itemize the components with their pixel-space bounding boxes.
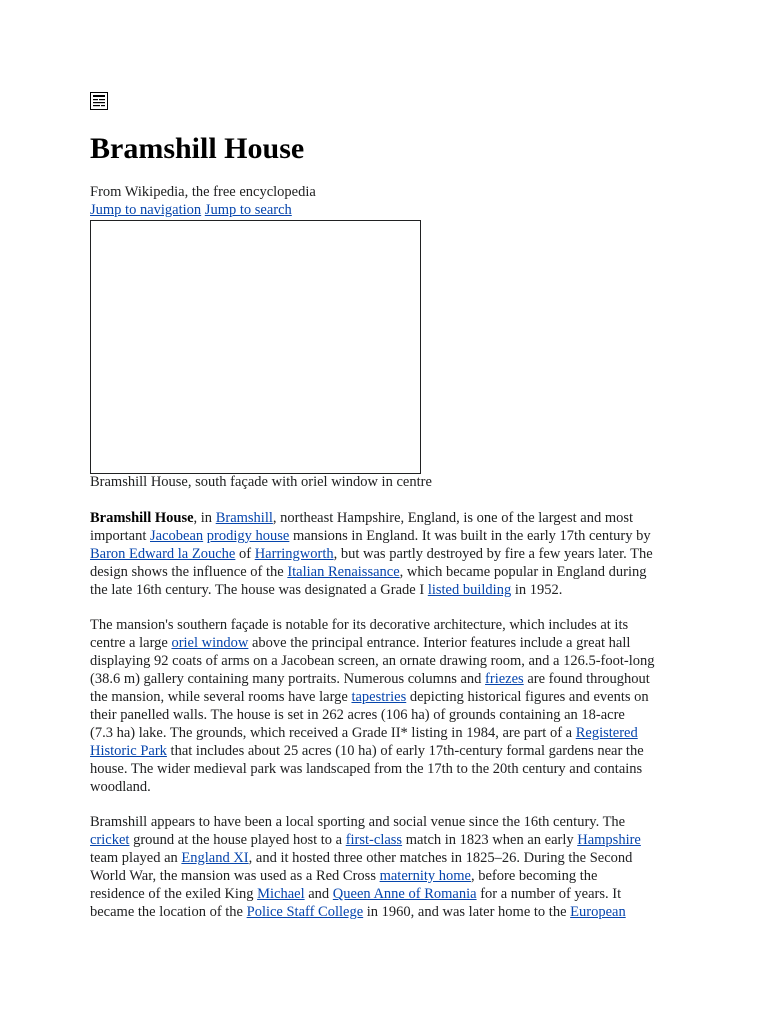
link-baron-edward-la-zouche[interactable]: Baron Edward la Zouche	[90, 546, 236, 562]
text: the mansion, while several rooms have large	[90, 689, 352, 705]
text: (38.6 m) gallery containing many portraits. Numerous columns and	[90, 671, 486, 687]
document-icon	[90, 92, 108, 110]
link-listed-building[interactable]: listed building	[427, 582, 512, 598]
text: , and it hosted three other matches in 1825–26. During the Second	[248, 850, 633, 866]
link-police-staff-college[interactable]: Police Staff College	[246, 904, 364, 920]
link-registered-historic-park[interactable]: Registered	[575, 725, 638, 741]
link-maternity-home[interactable]: maternity home	[379, 868, 471, 884]
text: that includes about 25 acres (10 ha) of early 17th-century formal gardens near the	[166, 743, 644, 759]
link-first-class[interactable]: first-class	[345, 832, 403, 848]
text: for a number of years. It	[476, 886, 622, 902]
link-european[interactable]: European	[570, 904, 626, 920]
text: displaying 92 coats of arms on a Jacobean screen, an ornate drawing room, and a 126.5-foot-long	[90, 653, 655, 669]
paragraph-intro	[90, 509, 690, 599]
link-friezes[interactable]: friezes	[485, 671, 524, 687]
text: mansions in England. It was built in the early 17th century by	[289, 528, 651, 544]
link-oriel-window[interactable]: oriel window	[171, 635, 249, 651]
text: , in	[193, 510, 216, 526]
infobox-image-placeholder[interactable]	[90, 220, 421, 474]
jump-to-navigation-link[interactable]: Jump to navigation	[90, 202, 202, 218]
text: in 1960, and was later home to the	[363, 904, 571, 920]
paragraph-history	[90, 813, 690, 921]
text: their panelled walls. The house is set in 262 acres (106 ha) of grounds containing an 18-acre	[90, 707, 625, 723]
link-harringworth[interactable]: Harringworth	[254, 546, 334, 562]
link-england-xi[interactable]: England XI	[181, 850, 249, 866]
page-title: Bramshill House	[90, 132, 305, 165]
link-registered-historic-park-cont[interactable]: Historic Park	[90, 743, 167, 759]
text: became the location of the	[90, 904, 247, 920]
text: (7.3 ha) lake. The grounds, which received a Grade II* listing in 1984, are part of a	[90, 725, 576, 741]
text: team played an	[90, 850, 182, 866]
text: above the principal entrance. Interior features include a great hall	[248, 635, 631, 651]
link-italian-renaissance[interactable]: Italian Renaissance	[287, 564, 400, 580]
image-caption: Bramshill House, south façade with oriel window in centre	[90, 474, 432, 490]
link-prodigy-house[interactable]: prodigy house	[206, 528, 290, 544]
text: The mansion's southern façade is notable for its decorative architecture, which includes at its	[90, 617, 629, 633]
text: , but was partly destroyed by fire a few years later. The	[333, 546, 653, 562]
text: woodland.	[90, 779, 151, 795]
text: are found throughout	[523, 671, 650, 687]
link-cricket[interactable]: cricket	[90, 832, 130, 848]
site-tagline: From Wikipedia, the free encyclopedia	[90, 184, 316, 200]
link-bramshill[interactable]: Bramshill	[215, 510, 273, 526]
paragraph-architecture	[90, 616, 690, 796]
text: , before becoming the	[471, 868, 598, 884]
text: and	[304, 886, 333, 902]
text: design shows the influence of the	[90, 564, 288, 580]
link-michael[interactable]: Michael	[257, 886, 305, 902]
text: centre a large	[90, 635, 172, 651]
link-queen-anne-of-romania[interactable]: Queen Anne of Romania	[332, 886, 477, 902]
text: ground at the house played host to a	[129, 832, 346, 848]
text: depicting historical figures and events on	[406, 689, 649, 705]
text: , which became popular in England during	[399, 564, 647, 580]
text: , northeast Hampshire, England, is one of the largest and most	[272, 510, 634, 526]
jump-to-search-link[interactable]: Jump to search	[204, 202, 292, 218]
link-jacobean[interactable]: Jacobean	[150, 528, 204, 544]
jump-links	[90, 201, 292, 219]
link-tapestries[interactable]: tapestries	[351, 689, 407, 705]
text: important	[90, 528, 151, 544]
text: World War, the mansion was used as a Red Cross	[90, 868, 380, 884]
text: Bramshill appears to have been a local sporting and social venue since the 16th century. The	[90, 814, 626, 830]
text: the late 16th century. The house was designated a Grade I	[90, 582, 428, 598]
text: house. The wider medieval park was landscaped from the 17th to the 20th century and contains	[90, 761, 643, 777]
text: in 1952.	[511, 582, 563, 598]
article-subject: Bramshill House	[90, 510, 194, 526]
link-hampshire[interactable]: Hampshire	[577, 832, 641, 848]
text: match in 1823 when an early	[402, 832, 578, 848]
text: of	[235, 546, 255, 562]
text: residence of the exiled King	[90, 886, 258, 902]
